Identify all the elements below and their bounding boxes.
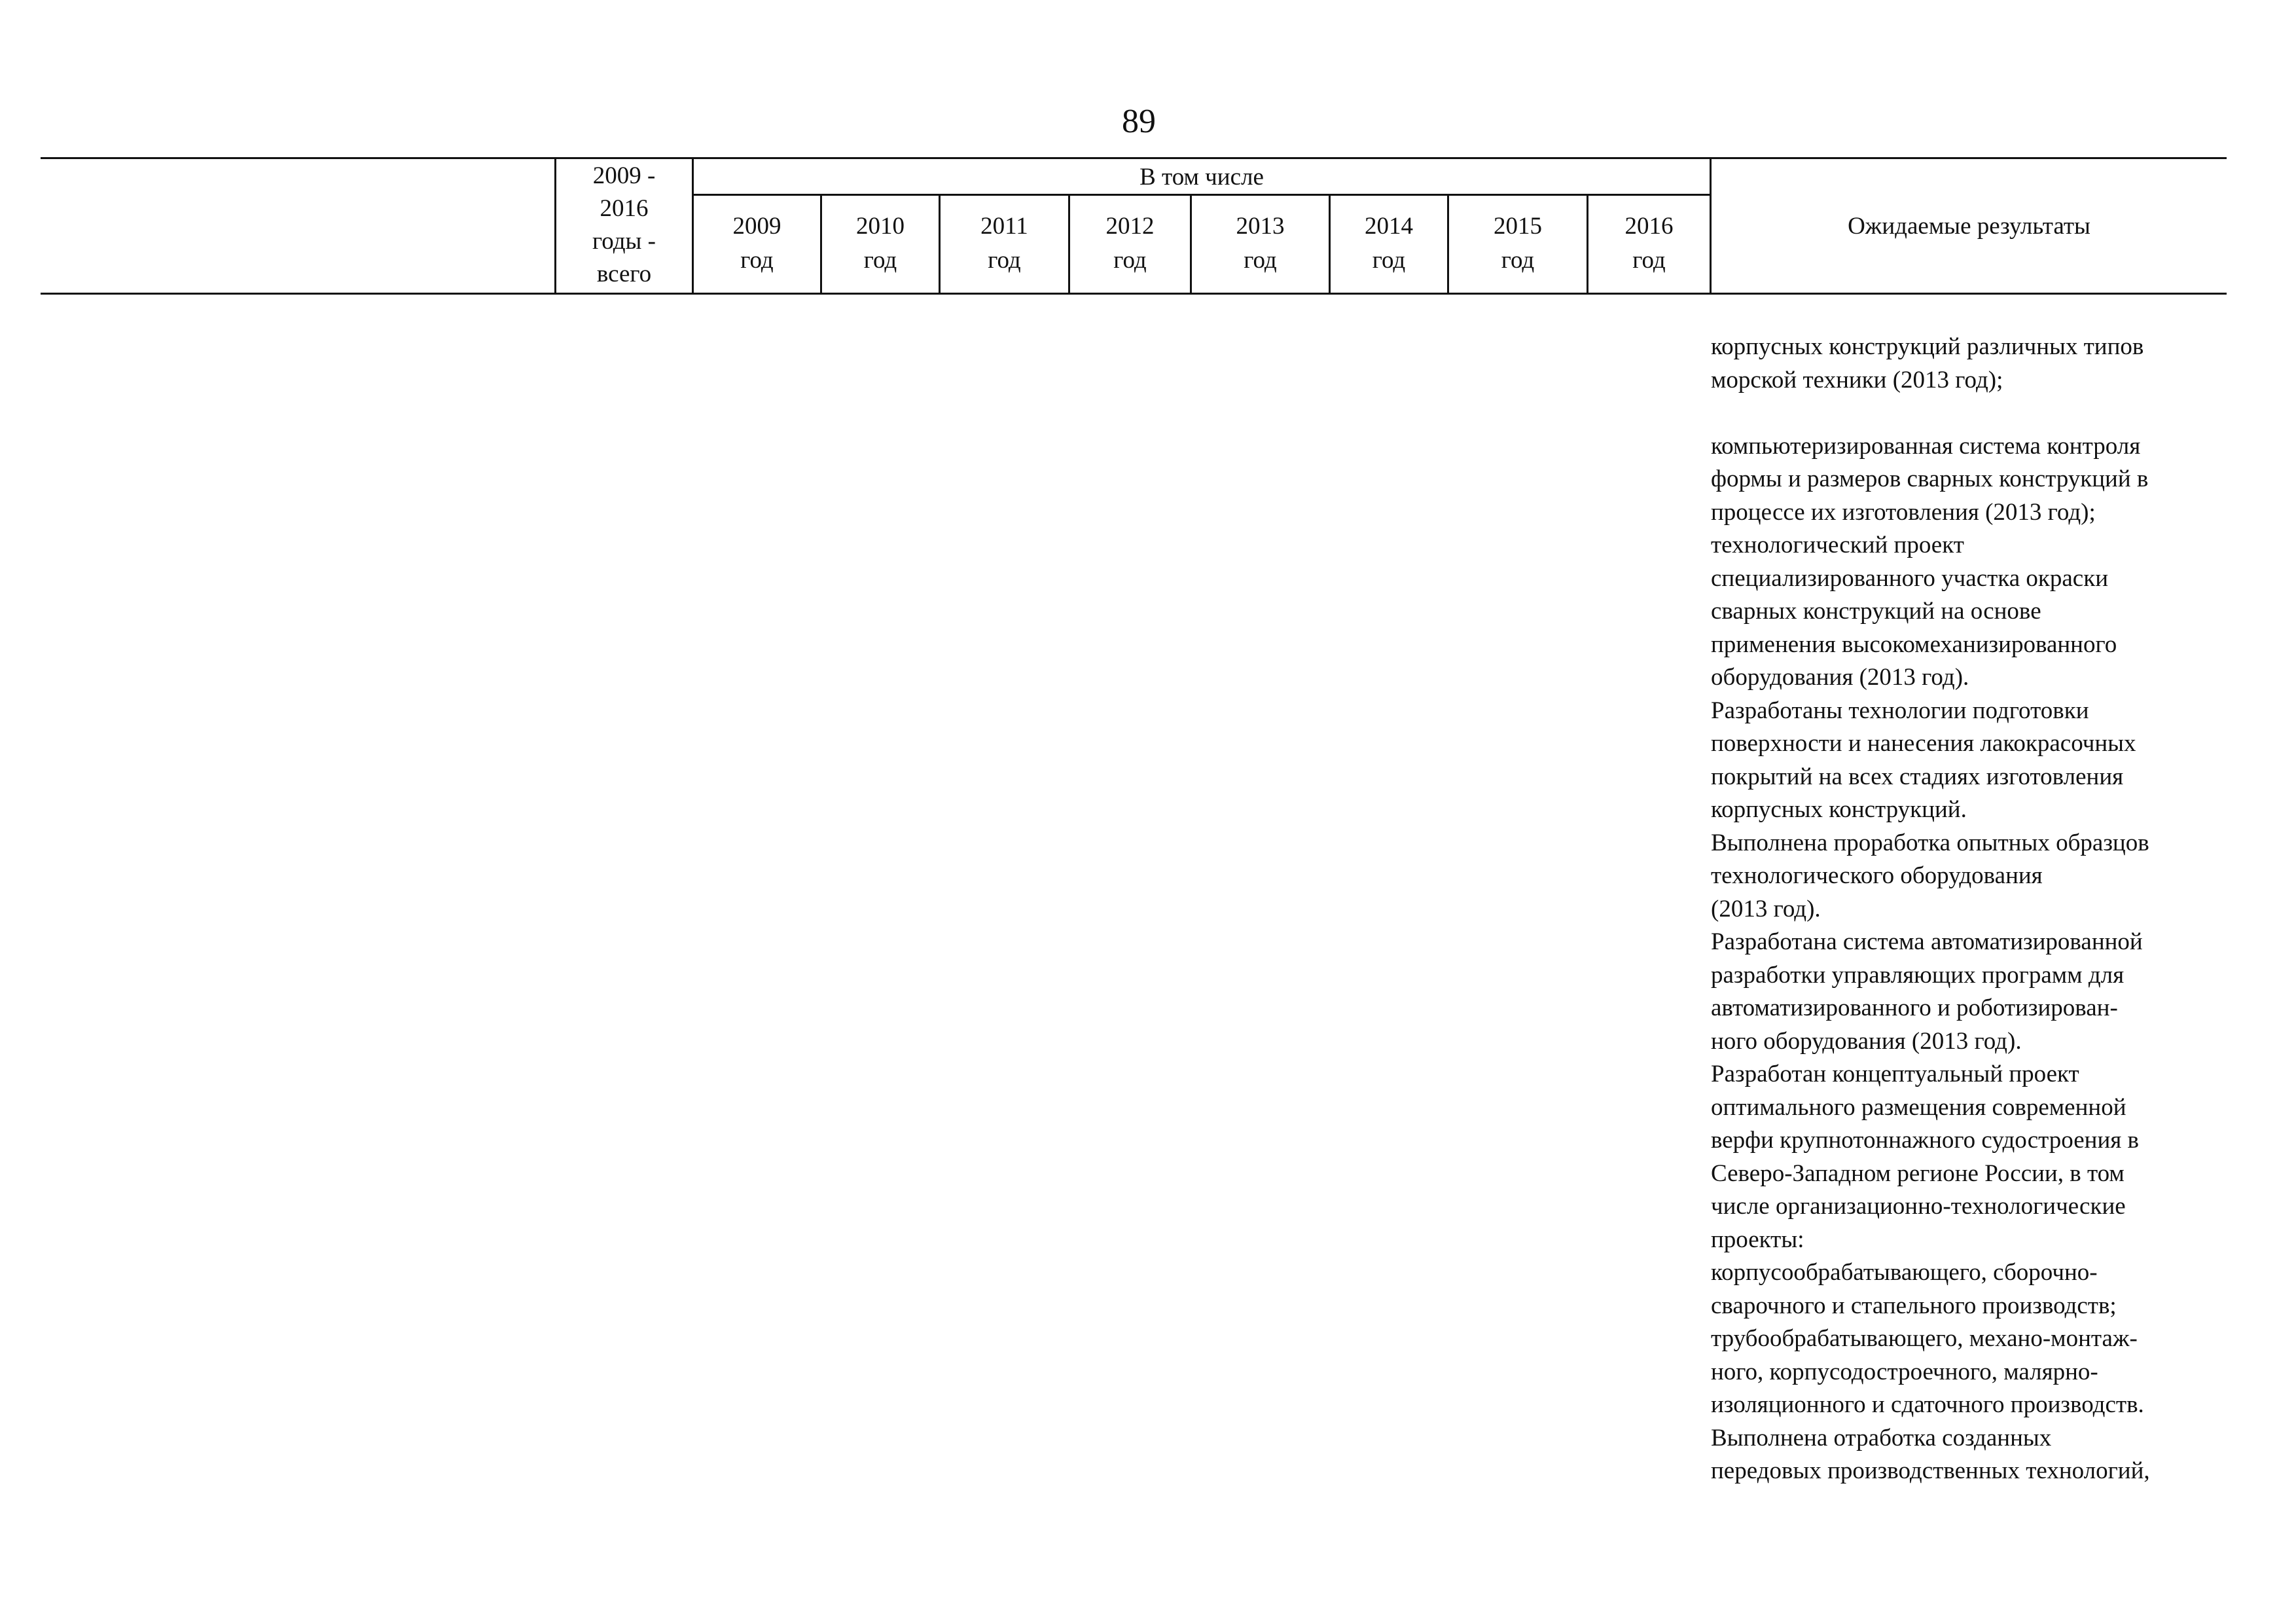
results-line: числе организационно-технологические [1711,1193,2126,1220]
group-label: В том числе [1139,164,1264,191]
results-line: Северо-Западном регионе России, в том [1711,1159,2125,1187]
year-column-header: 2011 год [980,213,1028,274]
year-column-header: 2010 год [856,213,905,274]
year-column-header: 2013 год [1236,213,1285,274]
results-line [1711,397,2234,430]
results-line: Выполнена отработка созданных [1711,1424,2052,1451]
year-column-header: 2009 год [732,213,781,274]
results-line: поверхности и нанесения лакокрасочных [1711,730,2136,757]
results-line: компьютеризированная система контроля [1711,432,2141,460]
year-column-header: 2014 год [1365,213,1413,274]
group-divider-rule [692,194,1711,196]
results-line: разработки управляющих программ для [1711,961,2125,989]
page-number: 89 [1122,103,1156,140]
results-line: автоматизированного и роботизирован- [1711,994,2118,1021]
results-line: формы и размеров сварных конструкций в [1711,465,2149,492]
results-line: оптимального размещения современной [1711,1093,2126,1121]
results-line: передовых производственных технологий, [1711,1457,2150,1484]
results-line: трубообрабатывающего, механо-монтаж- [1711,1325,2138,1352]
results-line: Выполнена проработка опытных образцов [1711,829,2149,856]
results-line: корпусных конструкций. [1711,796,1967,823]
results-line: технологического оборудования [1711,862,2043,889]
results-line: корпусообрабатывающего, сборочно- [1711,1259,2098,1286]
year-column-header: 2015 год [1494,213,1542,274]
results-line: Разработана система автоматизированной [1711,928,2143,955]
results-line: (2013 год). [1711,895,1821,922]
header-top-rule [41,157,2227,159]
year-column-header: 2012 год [1105,213,1155,274]
total-column-header: 2009 - 2016 годы - всего [592,162,656,287]
results-line: оборудования (2013 год). [1711,664,1969,691]
results-line: корпусных конструкций различных типов [1711,333,2144,360]
results-line: сварочного и стапельного производств; [1711,1292,2117,1319]
results-line: технологический проект [1711,532,1964,558]
year-column-header: 2016 год [1624,213,1674,274]
results-line: ного оборудования (2013 год). [1711,1027,2022,1055]
expected-results-text [1711,331,2234,1488]
results-line: изоляционного и сдаточного производств. [1711,1391,2144,1418]
results-line: морской техники (2013 год); [1711,366,2003,393]
results-line: процессе их изготовления (2013 год); [1711,498,2096,526]
results-line: Разработан концептуальный проект [1711,1061,2079,1087]
results-line: проекты: [1711,1226,1804,1253]
results-line: Разработаны технологии подготовки [1711,697,2089,724]
results-line: специализированного участка окраски [1711,564,2108,592]
results-column-header: Ожидаемые результаты [1848,213,2090,240]
results-line: верфи крупнотоннажного судостроения в [1711,1127,2139,1154]
results-line: сварных конструкций на основе [1711,598,2041,625]
results-line: покрытий на всех стадиях изготовления [1711,763,2124,790]
results-line: применения высокомеханизированного [1711,630,2117,658]
results-line: ного, корпусодостроечного, малярно- [1711,1358,2098,1385]
header-bottom-rule [41,293,2227,295]
